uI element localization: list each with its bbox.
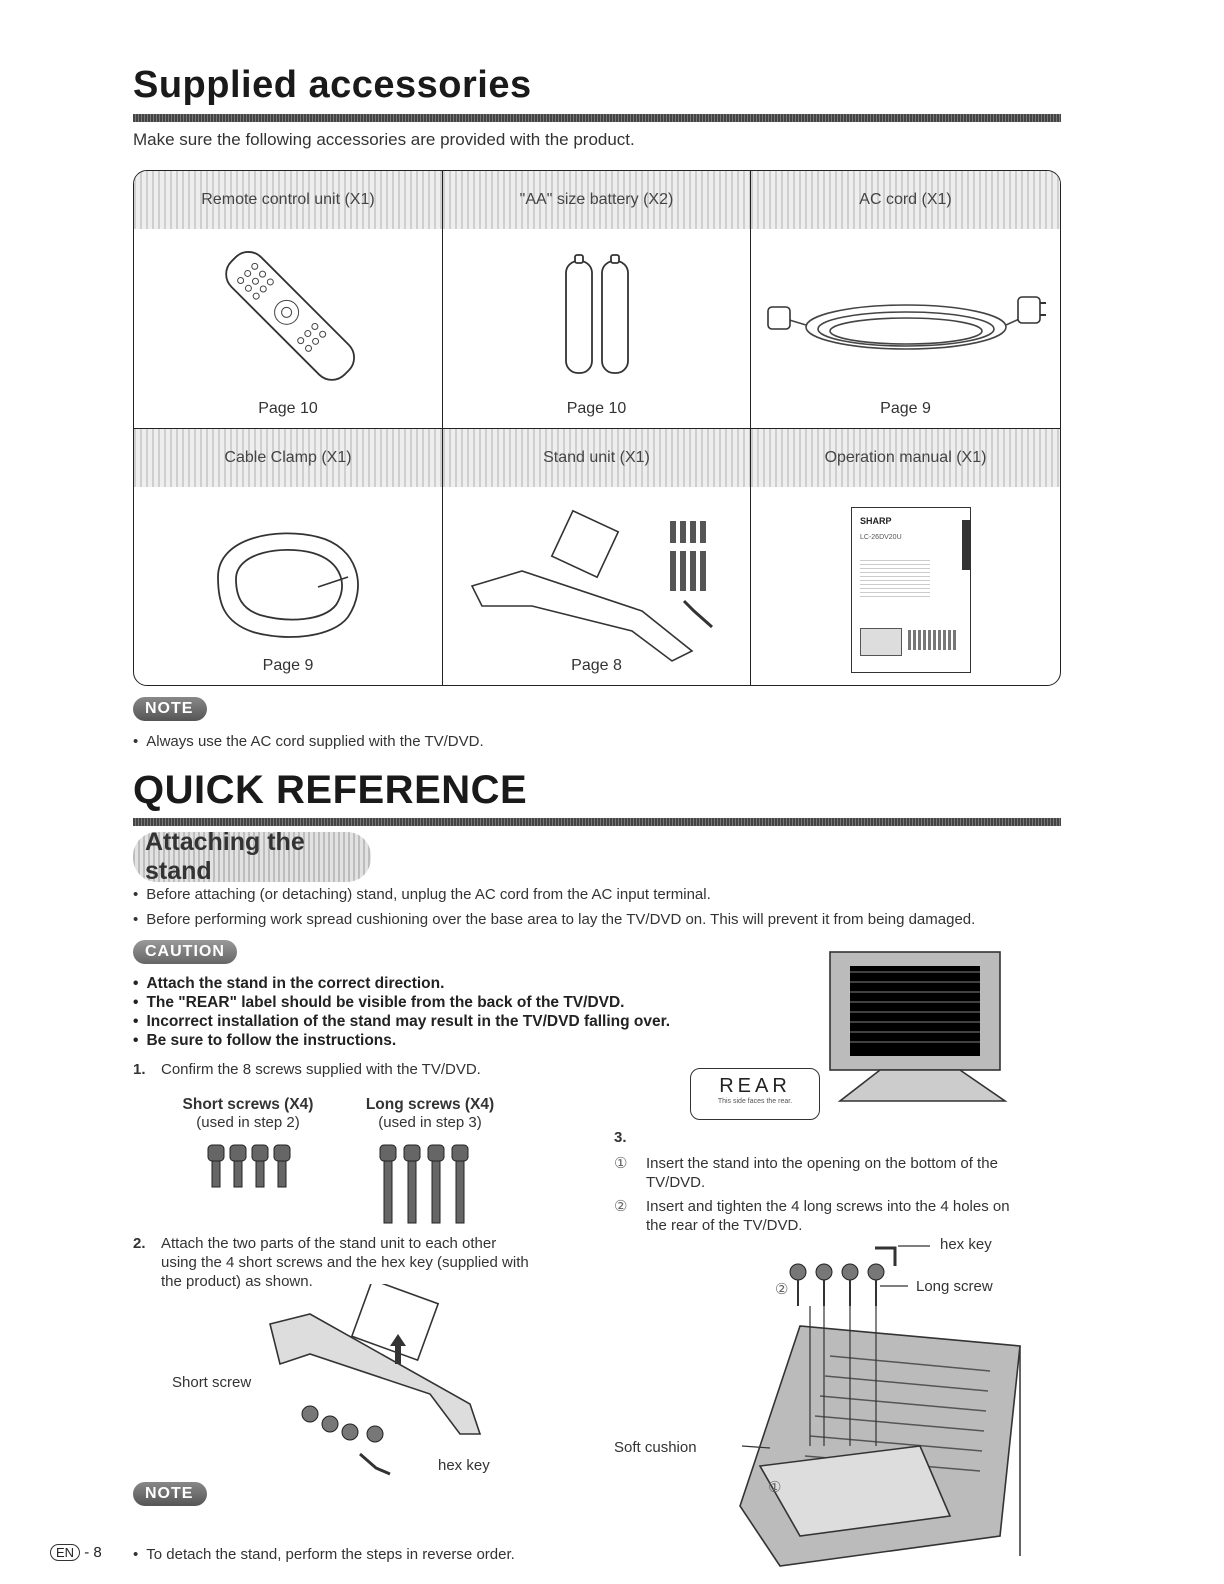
step-3-a-line-1: Insert the stand into the opening on the bottom of the — [646, 1155, 998, 1172]
long-screws-group — [352, 1096, 508, 1234]
short-screws-label: Short screws (X4) — [182, 1096, 314, 1113]
cable-clamp-illustration — [198, 517, 378, 657]
caution-list — [133, 974, 670, 1050]
section-title-supplied: Supplied accessories — [133, 64, 532, 106]
step-3-number: 3. — [614, 1129, 627, 1146]
remote-control-illustration — [218, 243, 358, 393]
operation-manual-illustration — [851, 507, 971, 673]
step-2 — [133, 1234, 529, 1291]
accessory-header-battery: "AA" size battery (X2) — [443, 171, 751, 229]
long-screws-sub: (used in step 3) — [378, 1114, 482, 1131]
accessory-page-remote: Page 10 — [258, 400, 318, 417]
accessory-page-battery: Page 10 — [566, 400, 627, 417]
step-3-b-line-1: Insert and tighten the 4 long screws into the 4 holes on — [646, 1198, 1010, 1215]
accessory-header-ac-cord: AC cord (X1) — [751, 171, 1060, 229]
label-circle-1: ① — [768, 1479, 782, 1496]
step-3-b — [614, 1197, 1064, 1235]
accessory-cell-battery — [443, 229, 751, 429]
step-3-a — [614, 1154, 1064, 1192]
subsection-title-attaching-stand: Attaching the stand — [133, 832, 371, 882]
accessory-cell-stand — [443, 487, 751, 685]
caution-item: • Be sure to follow the instructions. — [133, 1031, 670, 1050]
label-soft-cushion: Soft cushion — [614, 1439, 697, 1456]
manual-brand: SHARP — [860, 516, 892, 526]
step-3-a-num: ① — [614, 1155, 628, 1172]
accessory-header-manual: Operation manual (X1) — [751, 429, 1060, 487]
step-2-number: 2. — [133, 1235, 146, 1252]
quick-bullet-1: • Before attaching (or detaching) stand, unplug the AC cord from the AC input terminal. — [133, 886, 711, 903]
accessory-header-cable-clamp: Cable Clamp (X1) — [134, 429, 443, 487]
short-screws-group — [170, 1096, 326, 1204]
tv-rear-illustration — [820, 946, 1010, 1106]
accessory-header-remote: Remote control unit (X1) — [134, 171, 443, 229]
accessory-cell-ac-cord — [751, 229, 1060, 429]
step-3-b-line-2: the rear of the TV/DVD. — [646, 1217, 803, 1234]
quick-bullet-2: • Before performing work spread cushioning over the base area to lay the TV/DVD on. This will prevent it from being damaged. — [133, 911, 975, 928]
note-text-2: • To detach the stand, perform the steps in reverse order. — [133, 1546, 515, 1563]
accessory-header-stand: Stand unit (X1) — [443, 429, 751, 487]
accessory-cell-cable-clamp — [134, 487, 443, 685]
caution-item: • The "REAR" label should be visible from the back of the TV/DVD. — [133, 993, 670, 1012]
page-footer — [50, 1544, 102, 1561]
label-hex-key-2: hex key — [940, 1236, 992, 1253]
note-badge-1: NOTE — [133, 697, 207, 721]
section-title-quick-reference: QUICK REFERENCE — [133, 768, 528, 812]
stand-assembly-illustration — [250, 1284, 490, 1484]
manual-model: LC-26DV20U — [860, 534, 902, 541]
battery-illustration — [552, 249, 642, 389]
accessory-page-ac-cord: Page 9 — [880, 400, 931, 417]
accessories-table — [133, 170, 1061, 686]
step-2-line-2: using the 4 short screws and the hex key (supplied with — [161, 1254, 529, 1271]
rear-label-box — [690, 1068, 820, 1120]
intro-text: Make sure the following accessories are provided with the product. — [133, 130, 635, 149]
step-1 — [133, 1060, 481, 1079]
accessory-page-cable-clamp: Page 9 — [262, 657, 314, 674]
page-number: - 8 — [84, 1544, 102, 1561]
caution-item: • Attach the stand in the correct direction. — [133, 974, 670, 993]
label-hex-key-1: hex key — [438, 1457, 490, 1474]
step-2-line-3: the product) as shown. — [161, 1273, 313, 1290]
note-badge-2: NOTE — [133, 1482, 207, 1506]
quick-reference-rule — [133, 818, 1061, 826]
accessory-cell-remote — [134, 229, 443, 429]
long-screws-illustration — [352, 1139, 508, 1229]
accessory-cell-manual — [751, 487, 1060, 685]
label-short-screw: Short screw — [172, 1374, 252, 1391]
step-3-a-line-2: TV/DVD. — [646, 1174, 706, 1191]
label-long-screw: Long screw — [916, 1278, 993, 1295]
step-1-number: 1. — [133, 1061, 146, 1078]
ac-cord-illustration — [766, 257, 1046, 387]
label-circle-2: ② — [775, 1281, 789, 1298]
accessory-page-stand: Page 8 — [571, 657, 622, 674]
stand-unit-illustration — [462, 501, 732, 666]
title-rule — [133, 114, 1061, 122]
long-screws-label: Long screws (X4) — [365, 1096, 495, 1113]
caution-badge: CAUTION — [133, 940, 237, 964]
rear-label-sub: This side faces the rear. — [717, 1098, 793, 1105]
short-screws-illustration — [170, 1139, 326, 1199]
note-text-1: • Always use the AC cord supplied with the TV/DVD. — [133, 733, 484, 750]
step-1-text: Confirm the 8 screws supplied with the TV/DVD. — [161, 1061, 481, 1078]
caution-item: • Incorrect installation of the stand may result in the TV/DVD falling over. — [133, 1012, 670, 1031]
rear-label: REAR — [719, 1075, 791, 1097]
step-2-line-1: Attach the two parts of the stand unit to each other — [161, 1235, 497, 1252]
language-badge: EN — [50, 1544, 80, 1561]
step-3-b-num: ② — [614, 1198, 628, 1215]
short-screws-sub: (used in step 2) — [196, 1114, 300, 1131]
